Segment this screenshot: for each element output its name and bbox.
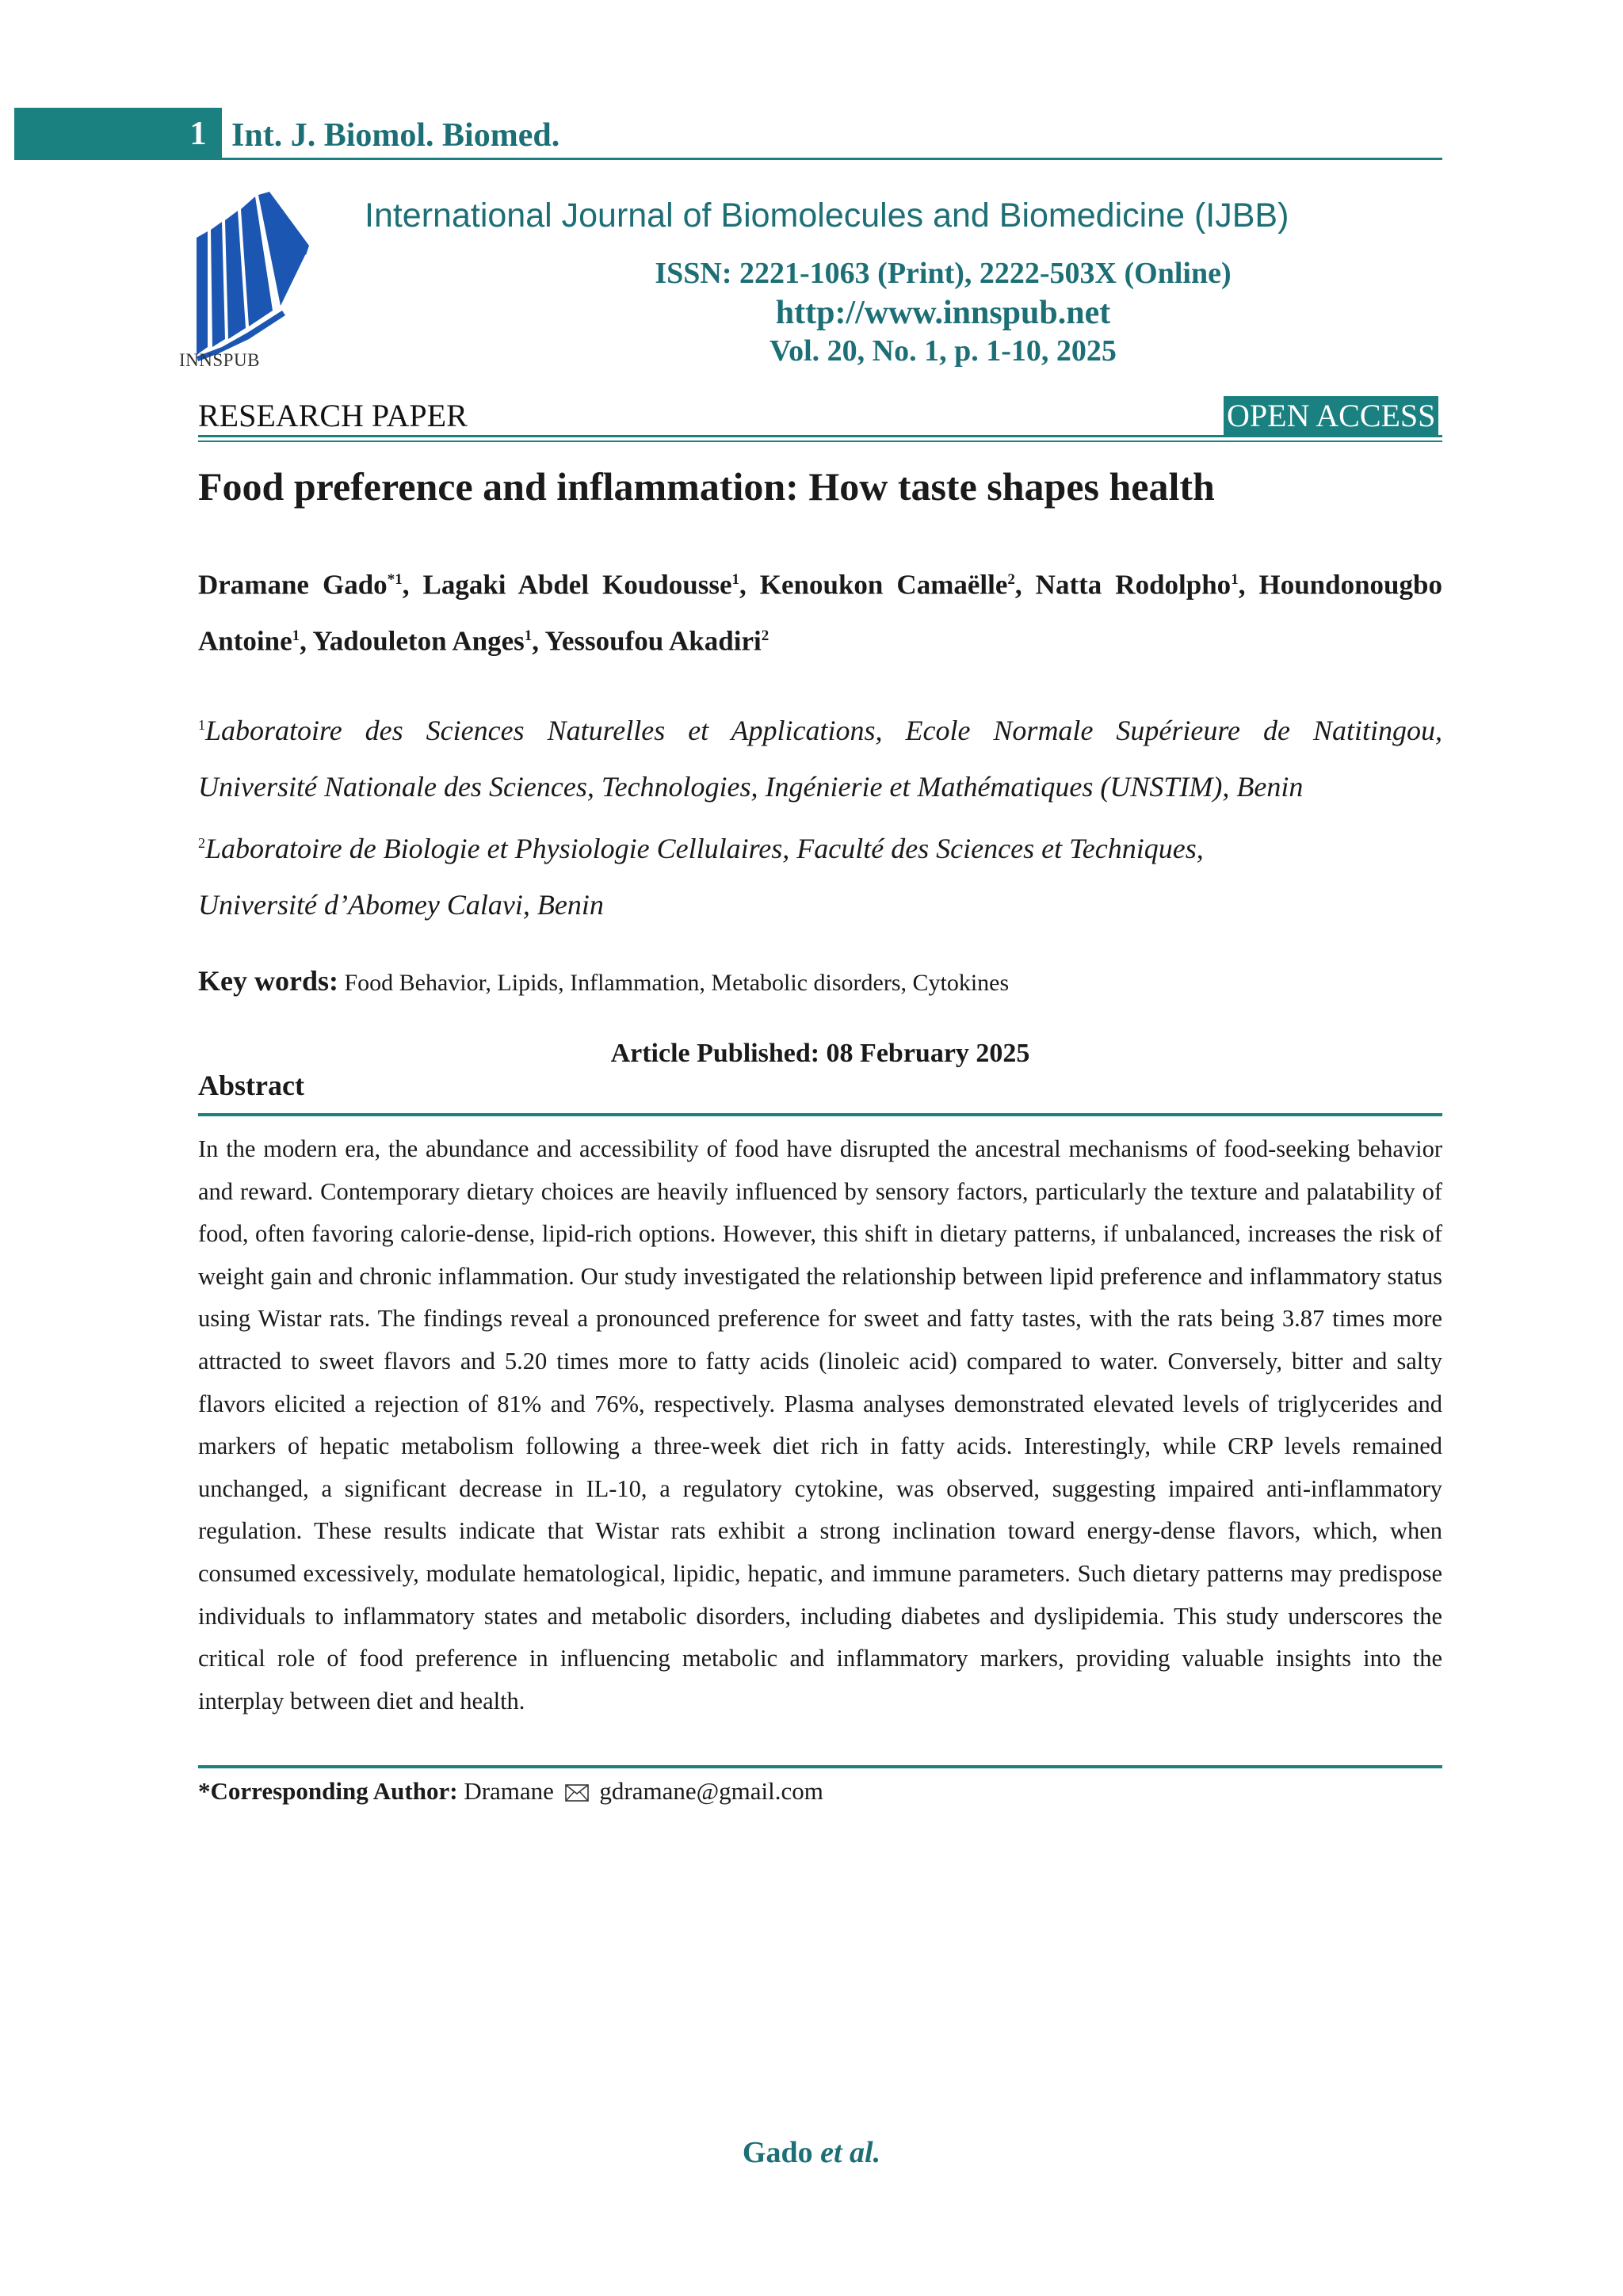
author-name: Yadouleton Anges	[312, 625, 525, 657]
affiliation-text: Laboratoire de Biologie et Physiologie Cellulaires, Faculté des Sciences et Techniques,	[205, 833, 1204, 864]
affiliation-mark: 1	[198, 717, 205, 733]
author-affiliation-mark: 1	[292, 627, 300, 644]
paper-type-rule	[198, 435, 1442, 437]
keywords	[198, 961, 1442, 1003]
author-name: Natta Rodolpho	[1035, 569, 1232, 601]
affiliation-line	[198, 815, 1442, 877]
author-affiliation-mark: *1	[387, 571, 403, 588]
running-footer	[653, 2133, 970, 2172]
author-affiliation-mark: 1	[1231, 571, 1239, 588]
affiliation-mark: 2	[198, 835, 205, 851]
author-name: Kenoukon Camaëlle	[759, 569, 1008, 601]
publication-date: Article Published: 08 February 2025	[610, 1039, 1030, 1068]
header-rule	[14, 158, 1442, 160]
corresponding-author-email-link[interactable]: gdramane@gmail.com	[599, 1777, 823, 1805]
author-list: Dramane Gado$^{*1}$, Lagaki Abdel Koudousse$^1$, Kenoukon Camaëlle$^2$, Natta Rodolpho$^1$, Houndonougbo Antoine$^1$, Yadouleton Anges$^1$, Yessoufou Akadiri$^2$	[198, 569, 1442, 657]
paper-type-label: RESEARCH PAPER	[198, 398, 468, 433]
affiliation-line	[198, 697, 1442, 759]
corresponding-author-name: Dramane	[464, 1777, 554, 1805]
author-name: Lagaki Abdel Koudousse	[422, 569, 732, 601]
author-name: Houndonougbo Antoine	[198, 569, 1442, 657]
affiliation-line	[198, 877, 1442, 933]
corresponding-author-label: *Corresponding Author:	[198, 1777, 458, 1805]
abstract-text: In the modern era, the abundance and accessibility of food have disrupted the ancestral mechanisms of food-seeking behavior and reward. Contemporary dietary choices are heavily influenced by sensory factors, particularly the texture and palatability of food, often favoring calorie-dense, lipid-rich options. However, this shift in dietary patterns, if unbalanced, increases the risk of weight gain and chronic inflammation. Our study investigated the relationship between lipid preference and inflammatory status using Wistar rats. The findings reveal a pronounced preference for sweet and fatty tastes, with the rats being 3.87 times more attracted to sweet flavors and 5.20 times more to fatty acids (linoleic acid) compared to water. Conversely, bitter and salty flavors elicited a rejection of 81% and 76%, respectively. Plasma analyses demonstrated elevated levels of triglycerides and markers of hepatic metabolism following a three-week diet rich in fatty acids. Interestingly, while CRP levels remained unchanged, a significant decrease in IL-10, a regulatory cytokine, was observed, suggesting impaired anti-inflammatory regulation. These results indicate that Wistar rats exhibit a strong inclination toward energy-dense flavors, which, when consumed excessively, modulate hematological, lipidic, hepatic, and immune parameters. Such dietary patterns may predispose individuals to inflammatory states and metabolic disorders, including diabetes and dyslipidemia. This study underscores the critical role of food preference in influencing metabolic and inflammatory markers, providing valuable insights into the interplay between diet and health.	[198, 1135, 1442, 1714]
keywords-text: Food Behavior, Lipids, Inflammation, Metabolic disorders, Cytokines	[344, 970, 1010, 996]
author-affiliation-mark: 1	[524, 627, 533, 644]
affiliation-text: Laboratoire des Sciences Naturelles et Applications, Ecole Normale Supérieure de Natitingou,	[205, 715, 1442, 746]
keywords-label: Key words:	[198, 965, 338, 997]
journal-volume: Vol. 20, No. 1, p. 1-10, 2025	[769, 334, 1117, 368]
abstract-top-rule	[198, 1113, 1442, 1116]
author-affiliation-mark: 2	[1007, 571, 1015, 588]
abstract-bottom-rule	[198, 1765, 1442, 1768]
affiliation-text: Université Nationale des Sciences, Technologies, Ingénierie et Mathématiques (UNSTIM), Benin	[198, 771, 1304, 803]
corresponding-author	[198, 1772, 823, 1811]
footer-author: Gado	[742, 2136, 813, 2169]
book-stack-logo-icon	[190, 192, 317, 376]
author-affiliation-mark: 2	[761, 627, 769, 644]
author-name: Dramane Gado	[198, 569, 388, 601]
journal-url-link[interactable]: http://www.innspub.net	[775, 295, 1111, 331]
author-affiliation-mark: 1	[731, 571, 739, 588]
paper-title: Food preference and inflammation: How taste shapes health	[198, 464, 1215, 509]
mail-icon	[565, 1784, 589, 1802]
publisher-logo-text: INNSPUB	[179, 350, 260, 370]
affiliations	[198, 697, 1442, 933]
footer-etal: et al.	[820, 2136, 881, 2169]
journal-issn: ISSN: 2221-1063 (Print), 2222-503X (Online)	[655, 257, 1232, 290]
affiliation-text: Université d’Abomey Calavi, Benin	[198, 889, 604, 921]
page-number: 1	[189, 116, 207, 152]
affiliation-line	[198, 759, 1442, 815]
paper-type-rule-thin	[198, 441, 1442, 442]
author-name: Yessoufou Akadiri	[544, 625, 762, 657]
open-access-badge: OPEN ACCESS	[1224, 396, 1438, 436]
abstract-heading: Abstract	[198, 1070, 304, 1101]
journal-short-name: Int. J. Biomol. Biomed.	[231, 117, 560, 154]
journal-full-title: International Journal of Biomolecules and Biomedicine (IJBB)	[365, 196, 1289, 235]
